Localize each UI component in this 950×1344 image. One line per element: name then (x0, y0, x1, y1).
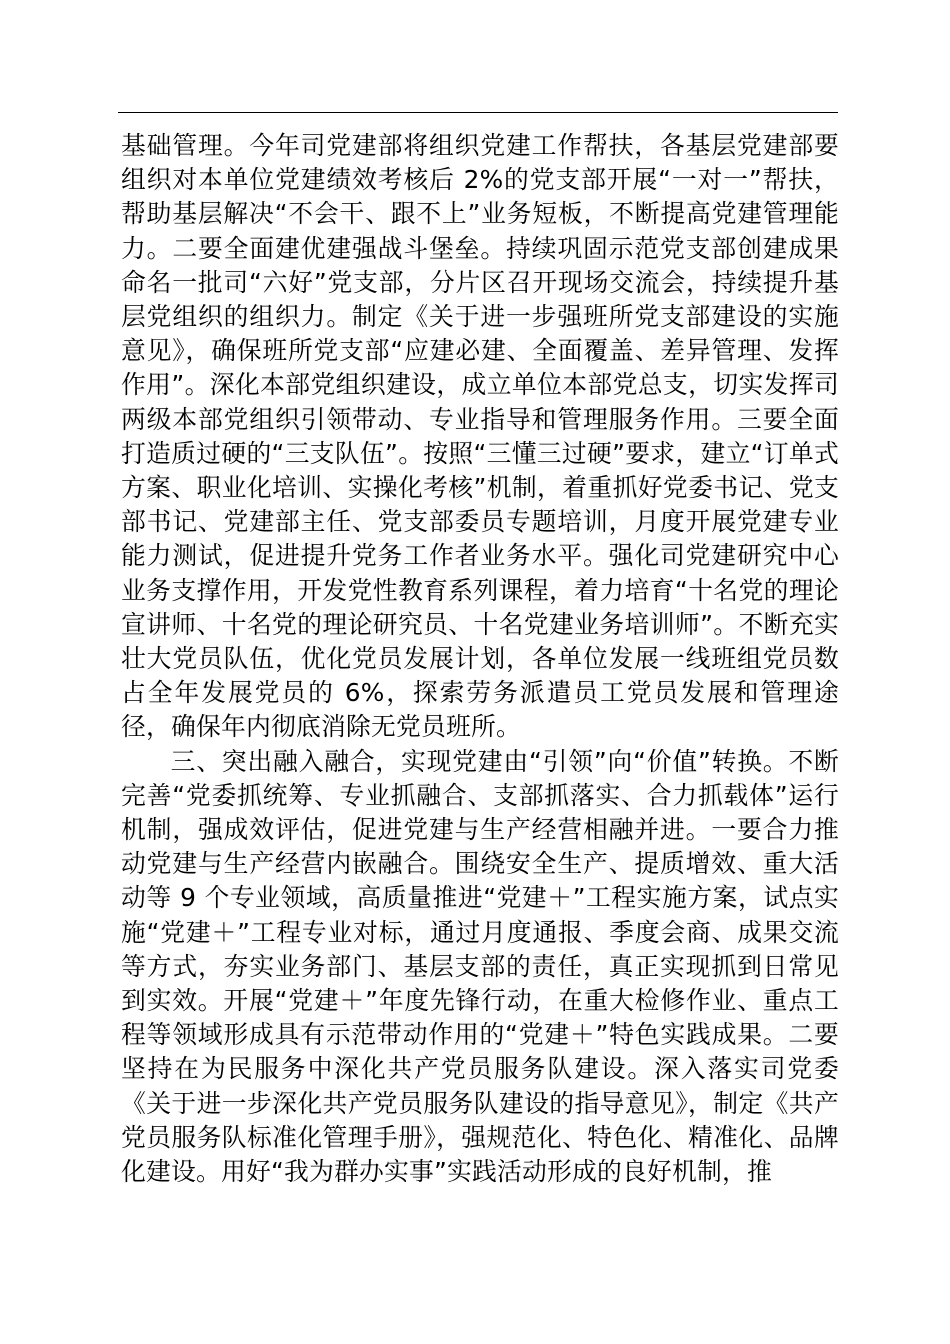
document-body (121, 129, 839, 1189)
paragraph-2: 三、突出融入融合，实现党建由“引领”向“价值”转换。不断完善“党委抓统筹、专业抓融合、支部抓落实、合力抓载体”运行机制，强成效评估，促进党建与生产经营相融并进。一要合力推动党建与生产经营内嵌融合。围绕安全生产、提质增效、重大活动等 9 个专业领域，高质量推进“党建＋”工程实施方案，试点实施“党建＋”工程专业对标，通过月度通报、季度会商、成果交流等方式，夯实业务部门、基层支部的责任，真正实现抓到日常见到实效。开展“党建＋”年度先锋行动，在重大检修作业、重点工程等领域形成具有示范带动作用的“党建＋”特色实践成果。二要坚持在为民服务中深化共产党员服务队建设。深入落实司党委《关于进一步深化共产党员服务队建设的指导意见》，制定《共产党员服务队标准化管理手册》，强规范化、特色化、精准化、品牌化建设。用好“我为群办实事”实践活动形成的良好机制，推 (121, 746, 839, 1187)
paragraph-1: 基础管理。今年司党建部将组织党建工作帮扶，各基层党建部要组织对本单位党建绩效考核后 2%的党支部开展“一对一”帮扶，帮助基层解决“不会干、跟不上”业务短板，不断提高党建管理能力。二要全面建优建强战斗堡垒。持续巩固示范党支部创建成果命名一批司“六好”党支部，分片区召开现场交流会，持续提升基层党组织的组织力。制定《关于进一步强班所党支部建设的实施意见》，确保班所党支部“应建必建、全面覆盖、差异管理、发挥作用”。深化本部党组织建设，成立单位本部党总支，切实发挥司两级本部党组织引领带动、专业指导和管理服务作用。三要全面打造质过硬的“三支队伍”。按照“三懂三过硬”要求，建立“订单式方案、职业化培训、实操化考核”机制，着重抓好党委书记、党支部书记、党建部主任、党支部委员专题培训，月度开展党建专业能力测试，促进提升党务工作者业务水平。强化司党建研究中心业务支撑作用，开发党性教育系列课程，着力培育“十名党的理论宣讲师、十名党的理论研究员、十名党建业务培训师”。不断充实壮大党员队伍，优化党员发展计划，各单位发展一线班组党员数占全年发展党员的 6%，探索劳务派遣员工党员发展和管理途径，确保年内彻底消除无党员班所。 (121, 131, 839, 742)
header-rule (118, 112, 838, 113)
